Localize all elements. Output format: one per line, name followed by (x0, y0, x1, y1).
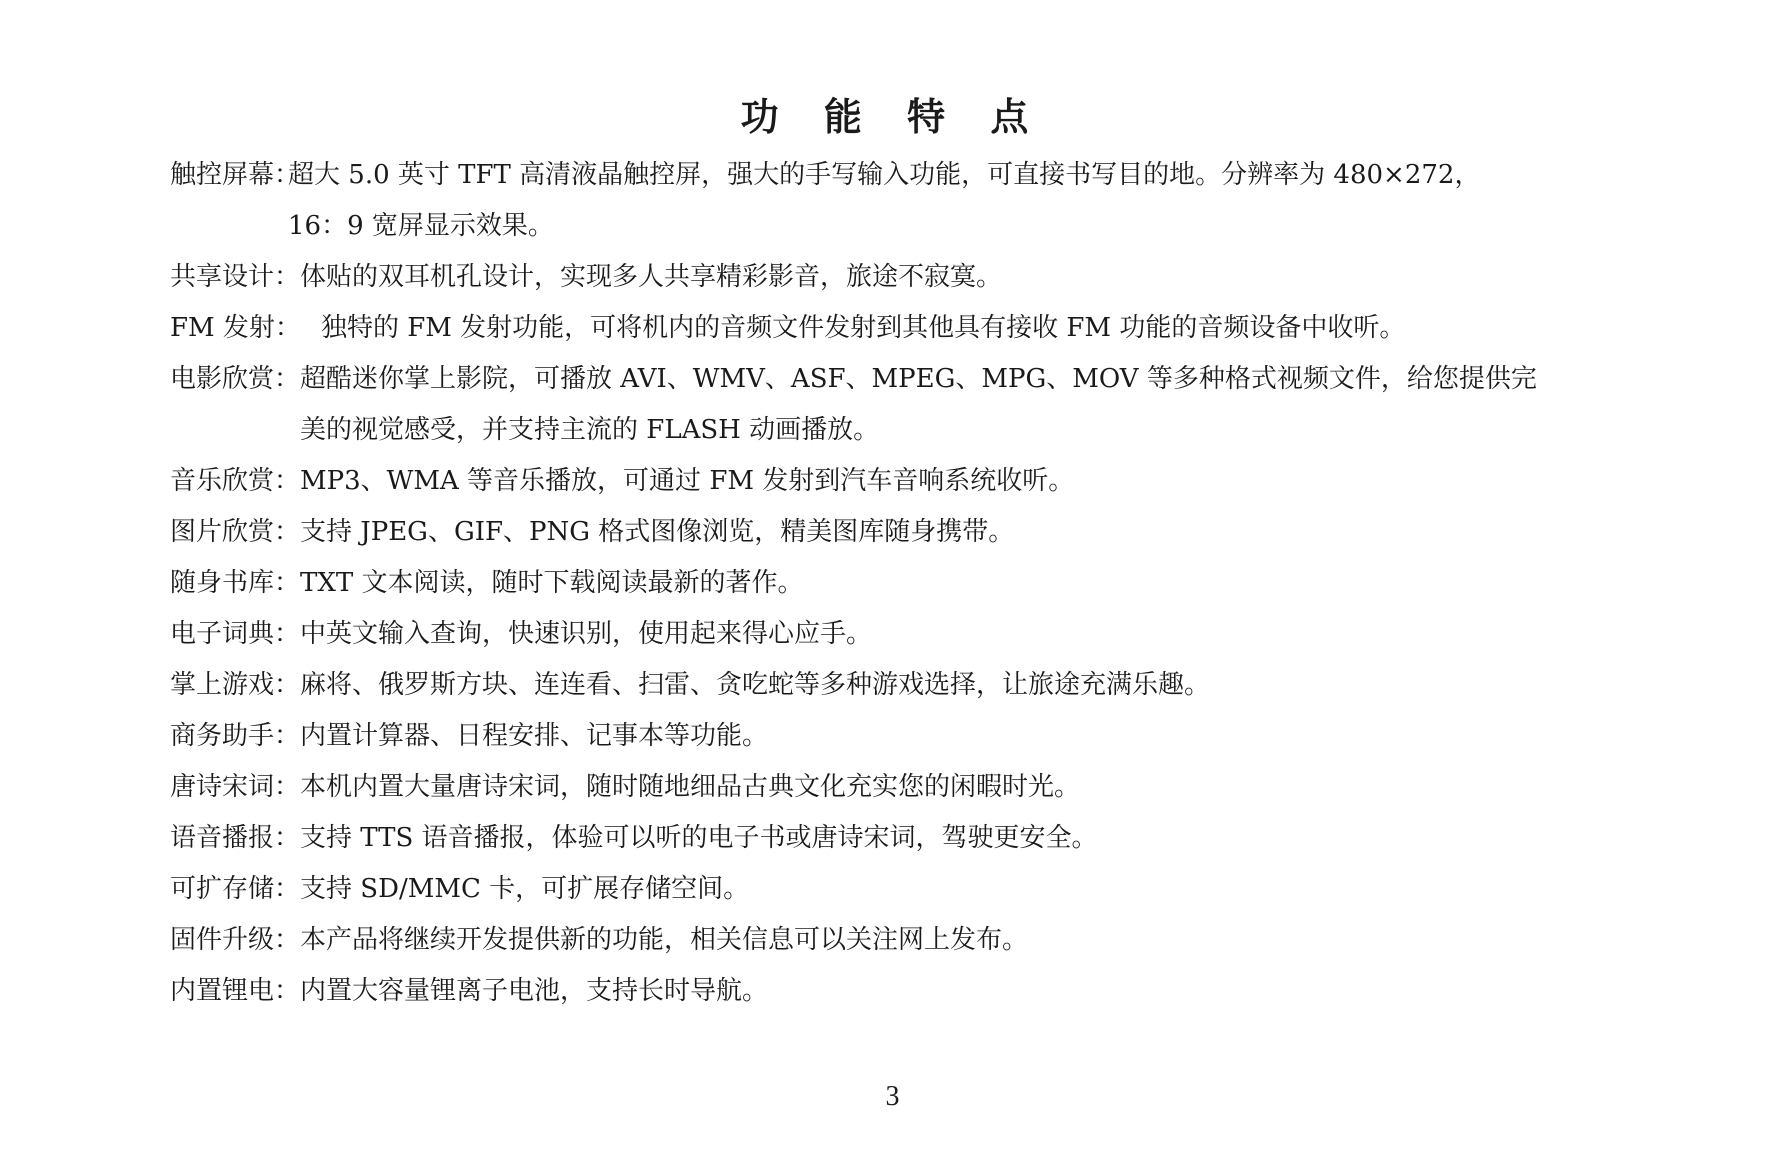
feature-label: 随身书库： (170, 568, 301, 598)
page-number: 3 (885, 1081, 900, 1112)
feature-text-line: 超大 5.0 英寸 TFT 高清液晶触控屏，强大的手写输入功能，可直接书写目的地。分辨率为 480×272， (288, 160, 1481, 190)
feature-item-business (170, 711, 1630, 762)
feature-description (300, 813, 1630, 864)
feature-label: FM 发射： (170, 313, 301, 343)
feature-label: 共享设计： (170, 262, 301, 292)
feature-description (300, 558, 1630, 609)
feature-description (300, 762, 1630, 813)
feature-text-line: TXT 文本阅读，随时下载阅读最新的著作。 (300, 568, 804, 598)
feature-description (300, 660, 1630, 711)
feature-description (300, 456, 1630, 507)
feature-text-line: 体贴的双耳机孔设计，实现多人共享精彩影音，旅途不寂寞。 (300, 262, 1003, 292)
feature-label: 固件升级： (170, 925, 301, 955)
feature-text-line: 支持 SD/MMC 卡，可扩展存储空间。 (300, 874, 750, 904)
feature-text-line: 超酷迷你掌上影院，可播放 AVI、WMV、ASF、MPEG、MPG、MOV 等多种格式视频文件，给您提供完 (300, 364, 1537, 394)
feature-text-line: 麻将、俄罗斯方块、连连看、扫雷、贪吃蛇等多种游戏选择，让旅途充满乐趣。 (300, 670, 1211, 700)
feature-item-firmware (170, 915, 1630, 966)
feature-label: 音乐欣赏： (170, 466, 301, 496)
feature-text-line: 本产品将继续开发提供新的功能，相关信息可以关注网上发布。 (300, 925, 1029, 955)
feature-text-line: 独特的 FM 发射功能，可将机内的音频文件发射到其他具有接收 FM 功能的音频设备中收听。 (320, 313, 1406, 343)
feature-item-fm (170, 303, 1630, 354)
feature-description (321, 303, 1630, 354)
feature-item-touchscreen (170, 150, 1630, 252)
feature-description (300, 711, 1630, 762)
feature-text-line: 内置大容量锂离子电池，支持长时导航。 (300, 976, 769, 1006)
feature-description (300, 915, 1630, 966)
feature-text-line: 16：9 宽屏显示效果。 (288, 211, 554, 241)
feature-label: 电子词典： (170, 619, 301, 649)
feature-text-line: 中英文输入查询，快速识别，使用起来得心应手。 (300, 619, 873, 649)
feature-description (288, 150, 1630, 252)
feature-text-line: 支持 JPEG、GIF、PNG 格式图像浏览，精美图库随身携带。 (300, 517, 1015, 547)
feature-label: 掌上游戏： (170, 670, 301, 700)
feature-label: 图片欣赏： (170, 517, 301, 547)
feature-description (300, 252, 1630, 303)
feature-item-dictionary (170, 609, 1630, 660)
feature-item-storage (170, 864, 1630, 915)
feature-label: 内置锂电： (170, 976, 301, 1006)
feature-item-movies (170, 354, 1630, 456)
feature-item-voice (170, 813, 1630, 864)
feature-item-sharing (170, 252, 1630, 303)
feature-item-battery (170, 966, 1630, 1017)
feature-label: 语音播报： (170, 823, 301, 853)
feature-item-ebooks (170, 558, 1630, 609)
feature-text-line: MP3、WMA 等音乐播放，可通过 FM 发射到汽车音响系统收听。 (300, 466, 1075, 496)
feature-description (300, 609, 1630, 660)
feature-item-pictures (170, 507, 1630, 558)
feature-item-music (170, 456, 1630, 507)
feature-list (170, 150, 1630, 1017)
feature-item-games (170, 660, 1630, 711)
feature-text-line: 支持 TTS 语音播报，体验可以听的电子书或唐诗宋词，驾驶更安全。 (300, 823, 1098, 853)
feature-text-line: 美的视觉感受，并支持主流的 FLASH 动画播放。 (300, 415, 880, 445)
feature-label: 电影欣赏： (170, 364, 301, 394)
feature-text-line: 本机内置大量唐诗宋词，随时随地细品古典文化充实您的闲暇时光。 (300, 772, 1081, 802)
feature-text-line: 内置计算器、日程安排、记事本等功能。 (300, 721, 769, 751)
feature-description (300, 864, 1630, 915)
feature-label: 触控屏幕： (170, 160, 301, 190)
feature-description (300, 966, 1630, 1017)
feature-label: 可扩存储： (170, 874, 301, 904)
page-title: 功 能 特 点 (740, 95, 1045, 139)
feature-description (300, 507, 1630, 558)
feature-item-poetry (170, 762, 1630, 813)
feature-label: 唐诗宋词： (170, 772, 301, 802)
feature-label: 商务助手： (170, 721, 301, 751)
feature-description (300, 354, 1630, 456)
